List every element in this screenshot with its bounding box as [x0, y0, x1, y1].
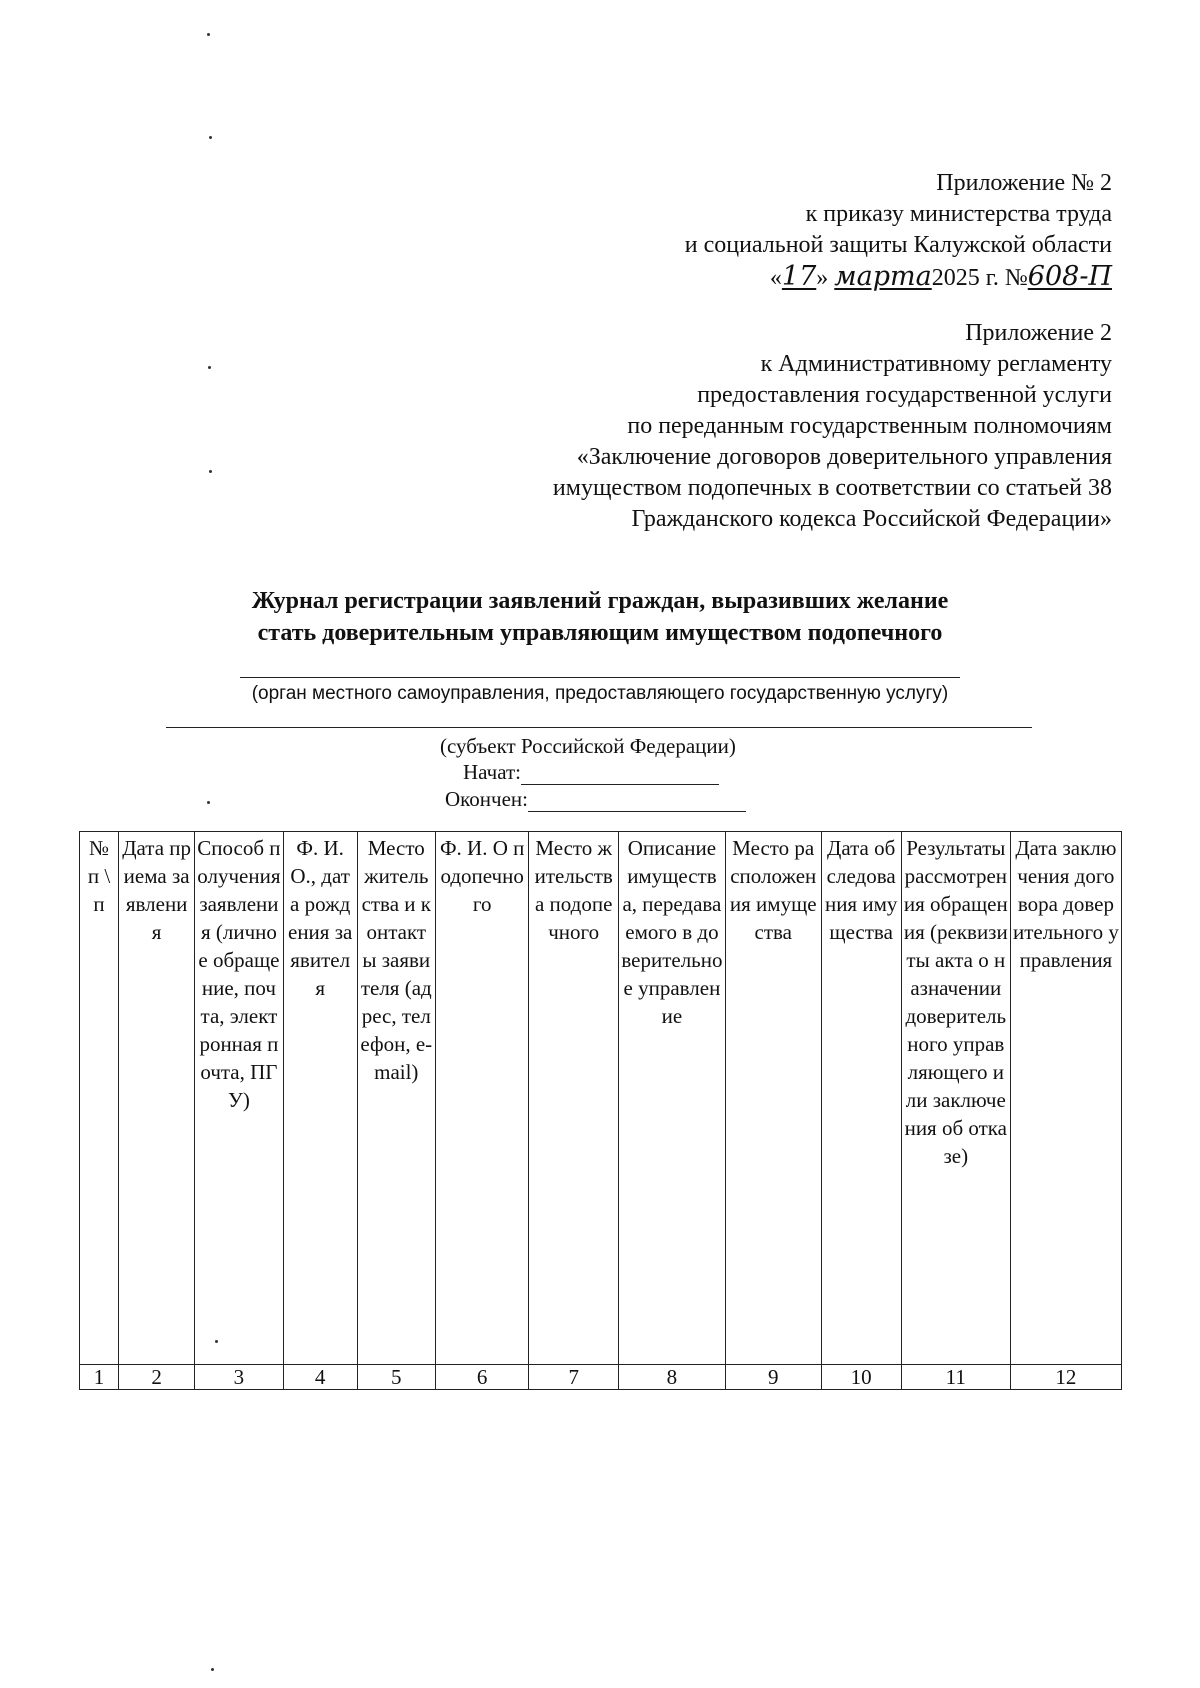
- finished-blank: [528, 789, 746, 812]
- table-number-row: [80, 1365, 1122, 1390]
- regulation-line: Гражданского кодекса Российской Федерации»: [631, 506, 1112, 532]
- date-quote-close: »: [816, 265, 829, 291]
- table-header-cell: Ф. И. О подопечного: [435, 832, 529, 1365]
- table-header-cell: Место расположения имущества: [725, 832, 821, 1365]
- registration-journal-table: [79, 831, 1122, 1390]
- regulation-line: предоставления государственной услуги: [697, 382, 1112, 408]
- regulation-appendix-header: [553, 318, 1112, 535]
- regulation-line: «Заключение договоров доверительного управления: [576, 444, 1112, 470]
- org-blank-line: [240, 677, 960, 678]
- order-appendix-header: [685, 168, 1112, 294]
- order-month: марта: [834, 261, 932, 292]
- scan-speck: [215, 1340, 218, 1343]
- column-number: 2: [119, 1365, 195, 1390]
- date-quote-open: «: [769, 265, 782, 291]
- journal-title-line: Журнал регистрации заявлений граждан, выразивших желание: [251, 588, 949, 614]
- regulation-line: по переданным государственным полномочиям: [627, 413, 1112, 439]
- started-blank: [521, 762, 719, 785]
- scan-speck: [208, 366, 211, 369]
- column-number: 5: [357, 1365, 435, 1390]
- table-header-cell: № п \ п: [80, 832, 119, 1365]
- table-header-cell: Дата заключения договора доверительного управления: [1010, 832, 1121, 1365]
- table-header-cell: Способ получения заявления (личное обращение, почта, электронная почта, ПГУ): [195, 832, 283, 1365]
- order-reference: к приказу министерства труда: [805, 201, 1112, 227]
- scan-speck: [207, 33, 210, 36]
- table-header-cell: Дата приема заявления: [119, 832, 195, 1365]
- scan-speck: [211, 1668, 214, 1671]
- table-header-cell: Место жительства подопечного: [529, 832, 618, 1365]
- column-number: 9: [725, 1365, 821, 1390]
- ministry-name: и социальной защиты Калужской области: [684, 232, 1112, 258]
- order-day: 17: [781, 261, 817, 292]
- started-field: [463, 760, 719, 785]
- subject-caption: (субъект Российской Федерации): [440, 734, 736, 758]
- column-number: 10: [821, 1365, 901, 1390]
- regulation-line: имуществом подопечных в соответствии со статьей 38: [552, 475, 1112, 501]
- regulation-line: Приложение 2: [965, 320, 1112, 346]
- column-number: 6: [435, 1365, 529, 1390]
- table-header-cell: Описание имущества, передаваемого в доверительное управление: [618, 832, 725, 1365]
- order-date-line: [685, 261, 1112, 294]
- scan-speck: [209, 136, 212, 139]
- journal-title: [0, 585, 1200, 649]
- column-number: 8: [618, 1365, 725, 1390]
- column-number: 7: [529, 1365, 618, 1390]
- order-year: 2025 г.: [931, 265, 999, 291]
- table-header-cell: Результаты рассмотрения обращения (реквизиты акта о назначении доверительного управляющего или заключения об отказе): [901, 832, 1010, 1365]
- table-header-cell: Ф. И. О., дата рождения заявителя: [283, 832, 357, 1365]
- finished-label: Окончен:: [445, 787, 528, 811]
- table-header-cell: Место жительства и контакты заявителя (адрес, телефон, e-mail): [357, 832, 435, 1365]
- table-header-row: [80, 832, 1122, 1365]
- column-number: 11: [901, 1365, 1010, 1390]
- table-header-cell: Дата обследования имущества: [821, 832, 901, 1365]
- scan-speck: [209, 470, 212, 473]
- org-caption: (орган местного самоуправления, предоставляющего государственную услугу): [251, 683, 949, 704]
- column-number: 12: [1010, 1365, 1121, 1390]
- number-sign: №: [1004, 265, 1028, 291]
- column-number: 4: [283, 1365, 357, 1390]
- column-number: 1: [80, 1365, 119, 1390]
- subject-blank-line: [166, 727, 1032, 728]
- appendix-number: Приложение № 2: [936, 170, 1112, 196]
- column-number: 3: [195, 1365, 283, 1390]
- scan-speck: [207, 801, 210, 804]
- started-label: Начат:: [463, 760, 521, 784]
- regulation-line: к Административному регламенту: [760, 351, 1112, 377]
- journal-title-line: стать доверительным управляющим имуществом подопечного: [257, 620, 943, 646]
- finished-field: [445, 787, 746, 812]
- order-number: 608-П: [1027, 261, 1112, 292]
